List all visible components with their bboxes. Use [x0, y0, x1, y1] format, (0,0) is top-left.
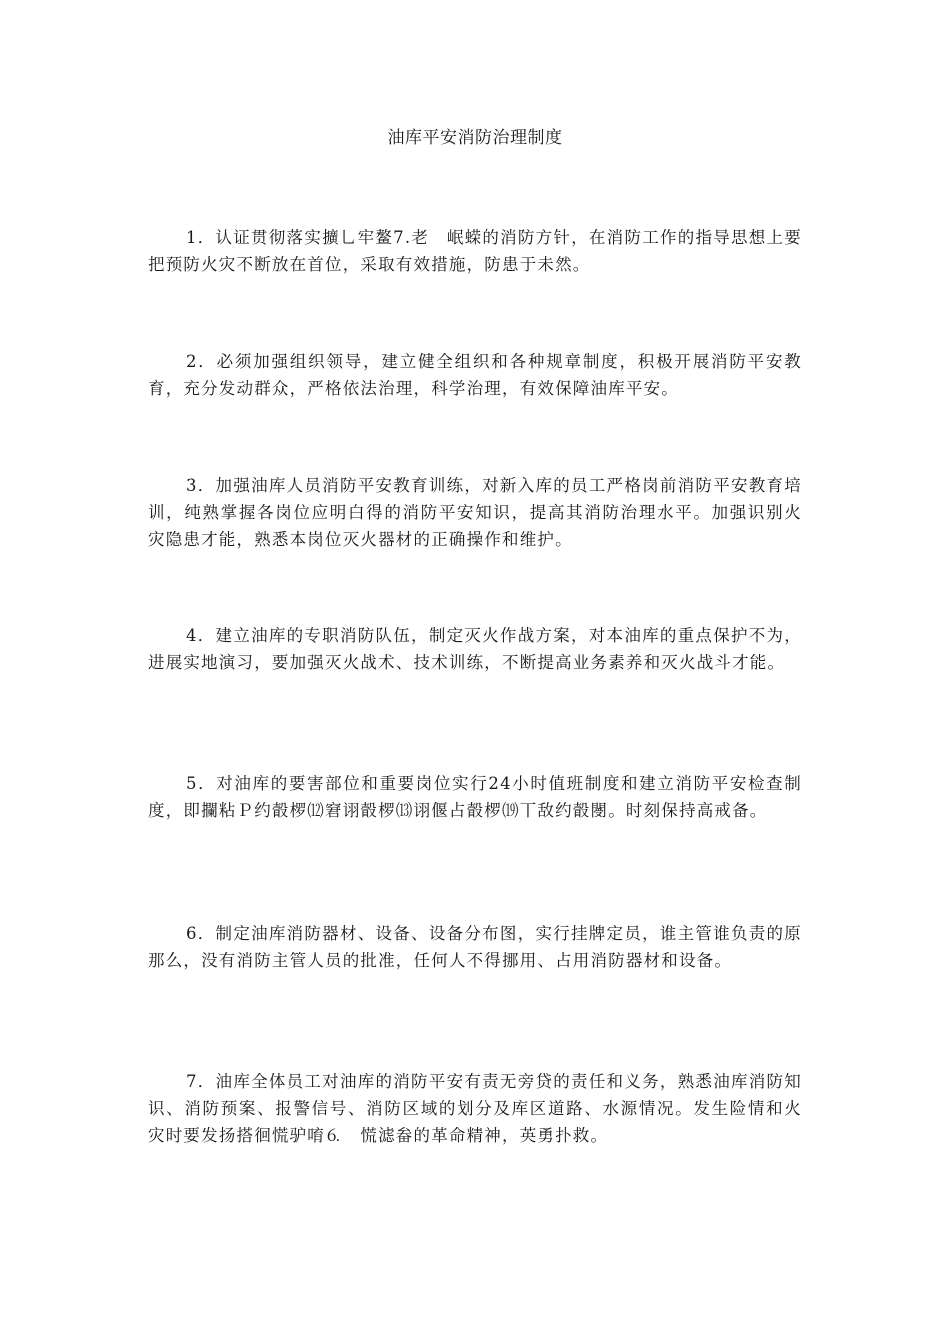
paragraph-6: 6．制定油库消防器材、设备、设备分布图，实行挂牌定员，谁主管谁负责的原那么，没有消防主管人员的批准，任何人不得挪用、占用消防器材和设备。 [148, 924, 802, 970]
paragraph-7: 7．油库全体员工对油库的消防平安有责无旁贷的责任和义务，熟悉油库消防知识、消防预案、报警信号、消防区域的划分及库区道路、水源情况。发生险情和火灾时要发扬搭徊慌驴唷⒍ 慌滤畚的革命精神，英勇扑救。 [148, 1072, 802, 1145]
paragraph-5: 5．对油库的要害部位和重要岗位实行24小时值班制度和建立消防平安检查制度，即攔粘Ｐ约瞉椤⑿窘诩瞉椤⒀诩偃占瞉椤⒆丅敌约瞉閿。时刻保持高戒备。 [148, 774, 802, 820]
paragraph-1: 1．认证贯彻落实擴乚牢鳌7.老 岷蝾的消防方针，在消防工作的指导思想上要把预防火灾不断放在首位，采取有效措施，防患于未然。 [148, 228, 802, 274]
paragraph-3: 3．加强油库人员消防平安教育训练，对新入库的员工严格岗前消防平安教育培训，纯熟掌握各岗位应明白得的消防平安知识，提高其消防治理水平。加强识别火灾隐患才能，熟悉本岗位灭火器材的正确操作和维护。 [148, 476, 802, 549]
paragraph-2: 2．必须加强组织领导，建立健全组织和各种规章制度，积极开展消防平安教育，充分发动群众，严格依法治理，科学治理，有效保障油库平安。 [148, 352, 802, 398]
paragraph-4: 4．建立油库的专职消防队伍，制定灭火作战方案，对本油库的重点保护不为，进展实地演习，要加强灭火战术、技术训练，不断提高业务素养和灭火战斗才能。 [148, 626, 802, 672]
document-title: 油库平安消防治理制度 [387, 128, 563, 148]
